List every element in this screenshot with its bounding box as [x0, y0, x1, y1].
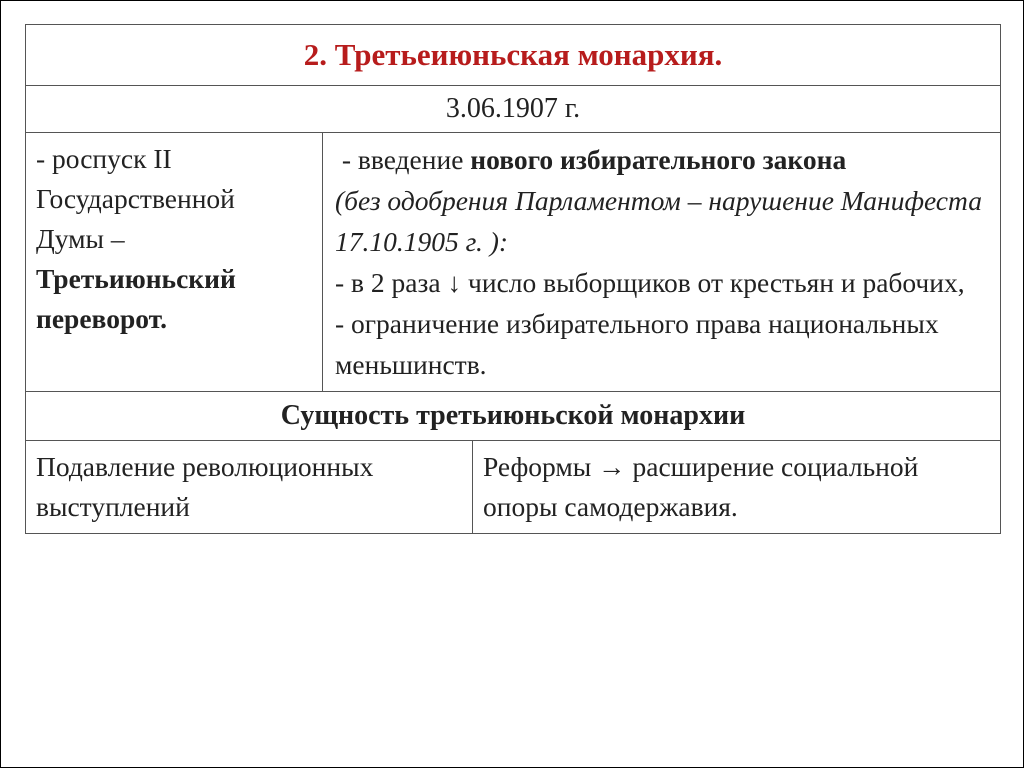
reforms-cell: Реформы → расширение социальной опоры самодержавия.	[473, 441, 1001, 534]
date-row: 3.06.1907 г.	[26, 86, 1001, 133]
content-table	[25, 24, 1001, 534]
slide-title: 2. Третьеиюньская монархия.	[26, 25, 1001, 86]
new-electoral-law: нового избирательного закона	[470, 144, 847, 175]
dissolution-line-1: - роспуск II	[36, 143, 172, 174]
law-item-1: - в 2 раза ↓ число выборщиков от крестьян и рабочих,	[335, 267, 965, 298]
coup-label-2: переворот.	[36, 303, 167, 334]
law-item-2: - ограничение избирательного права национальных меньшинств.	[335, 308, 939, 380]
suppression-cell: Подавление революционных выступлений	[26, 441, 473, 534]
law-note: (без одобрения Парламентом – нарушение Манифеста 17.10.1905 г. ):	[335, 185, 982, 257]
dissolution-cell	[26, 133, 323, 392]
law-intro: - введение	[335, 144, 471, 175]
dissolution-line-3: Думы –	[36, 223, 125, 254]
dissolution-line-2: Государственной	[36, 183, 235, 214]
coup-label-1: Третьиюньский	[36, 263, 236, 294]
essence-heading: Сущность третьиюньской монархии	[26, 392, 1001, 441]
electoral-law-cell	[323, 133, 1001, 392]
